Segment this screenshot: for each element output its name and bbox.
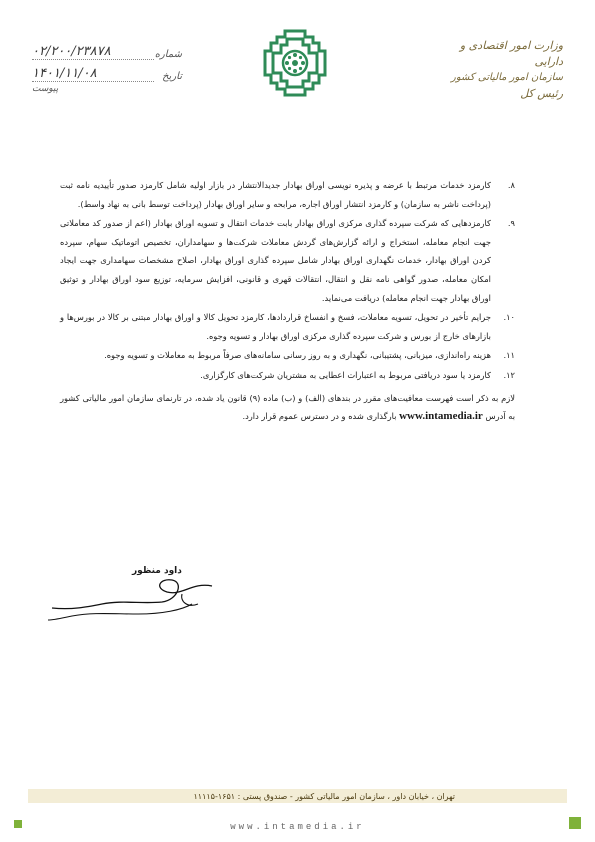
organization-name: سازمان امور مالیاتی کشور [451,72,563,83]
letter-number-row [32,38,182,60]
ministry-name: وزارت امور اقتصادی و دارایی [459,39,563,68]
item-text: کارمزد یا سود دریافتی مربوط به اعتبارات اعطایی به مشتریان شرکت‌های کارگزاری. [200,369,491,380]
letter-metadata [32,38,182,94]
letter-body [60,176,515,426]
item-text: جرایم تأخیر در تحویل، تسویه معاملات، فسخ و انفساخ قراردادها، کارمزد تحویل کالا و اوراق بهادار مبتنی بر کالا در بورس‌ها و بازارهای خارج از بورس و شرکت سپرده گذاری مرکزی اوراق بهادار و تسویه وجوه. [60,312,491,341]
footer-address: تهران ، خیابان داور ، سازمان امور مالیاتی کشور - صندوق پستی : ۱۶۵۱-۱۱۱۱۵ [193,792,455,801]
signature-icon [42,574,232,624]
letter-date-label: تاریخ [162,71,182,82]
corner-square-icon [569,817,581,829]
item-number: ۹. [507,218,515,229]
letter-date-row [32,60,182,82]
item-number: ۱۰. [503,312,515,323]
list-item [60,308,515,345]
ministry-header [433,38,563,102]
note-text-after: بارگذاری شده و در دسترس عموم قرار دارد. [242,411,397,422]
item-number: ۱۲. [503,369,515,380]
corner-square-icon [14,820,22,828]
signatory-name: داود منظور [132,566,182,576]
closing-note [60,389,515,426]
item-text: کارمزد خدمات مرتبط با عرضه و پذیره نویسی اوراق بهادار جدیدالانتشار در بازار اولیه شامل کارمزد صدور تأییدیه نامه ثبت (پرداخت ناشر به سازمان) و کارمزد انتشار اوراق اجاره، مرابحه و سایر اوراق بهادار (پرداخت توسط بانی به نهاد واسط). [60,180,491,209]
letter-date-value: ۱۴۰۱/۱۱/۰۸ [32,66,154,82]
list-item [60,214,515,307]
note-text-before: لازم به ذکر است فهرست معافیت‌های مقرر در بندهای (الف) و (ب) ماده (۹) قانون یاد شده، در تارنمای سازمان امور مالیاتی کشور به آدرس [60,392,516,422]
attachment-label: پیوست [32,84,59,94]
list-item [60,176,515,213]
item-text: کارمزدهایی که شرکت سپرده گذاری مرکزی اوراق بهادار بابت خدمات انتقال و تسویه اوراق بهادار (اعم از صدور کد معاملاتی جهت انجام معامله، استخراج و ارائه گزارش‌های گردش معاملات شرکت‌ها و سهامداران، تخصیص اتوماتیک سهام، سپرده کردن اوراق بهادار، خدمات نگهداری اوراق بهادار شامل سپرده گذاری اوراق بهادار، اصلاح مشخصات سهامداری جهت ایجاد امکان معامله، صدور گواهی نامه نقل و انتقال، انتقالات قهری و قانونی، افزایش سرمایه، توزیع سود اوراق بهادار و توثیق اوراق بهادار جهت انجام معامله) دریافت می‌نماید. [60,218,491,303]
list-item [60,366,515,385]
item-number: ۱۱. [503,350,515,361]
letter-number-label: شماره [154,49,182,60]
letter-number-value: ۰۲/۲۰۰/۲۳۸۷۸ [32,44,154,60]
office-title: رئیس کل [520,87,563,100]
organization-logo-icon [262,28,328,98]
item-number: ۸. [507,180,515,190]
list-item [60,346,515,365]
footer-website[interactable]: www.intamedia.ir [230,822,365,832]
website-link[interactable]: www.intamedia.ir [399,410,483,423]
item-text: هزینه راه‌اندازی، میزبانی، پشتیبانی، نگهداری و به روز رسانی سامانه‌های صرفاً مربوط به معاملات و تسویه وجوه. [104,350,491,361]
